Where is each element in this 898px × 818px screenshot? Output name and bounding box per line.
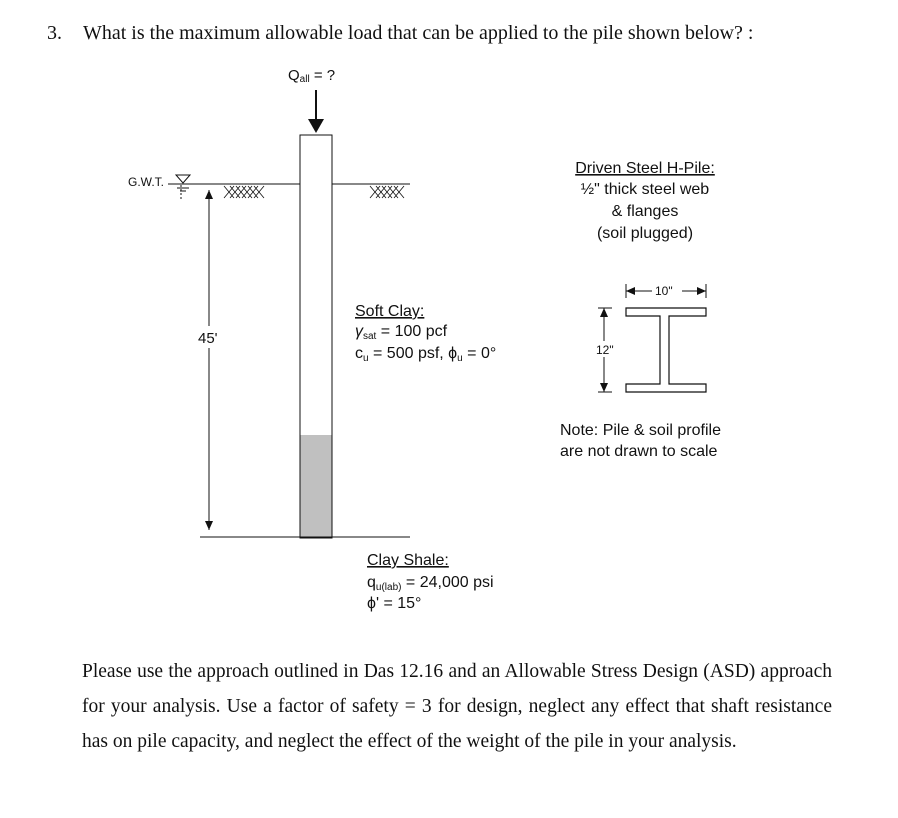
load-arrow: [308, 90, 324, 133]
depth-label: 45': [198, 330, 218, 347]
h-pile-section: [626, 308, 706, 392]
pile-info-line3: (soil plugged): [596, 225, 694, 242]
soft-clay-title: Soft Clay:: [355, 303, 425, 320]
gwt-label: G.W.T.: [128, 175, 164, 189]
load-label: Qall = ?: [288, 67, 336, 85]
clay-shale-friction: ϕ' = 15°: [367, 595, 422, 612]
pile-info-title: Driven Steel H-Pile:: [575, 160, 715, 177]
instructions-paragraph: Please use the approach outlined in Das 12.16 and an Allowable Stress Design (ASD) approach for your analysis. Use a factor of safety = 3 for design, neglect any effect that shaft resistance has on pile capacity, and neglect the effect of the weight of the pile in your analysis.: [82, 661, 832, 752]
soft-clay-cohesion: cu = 500 psf, ϕu = 0°: [355, 345, 497, 364]
clay-shale-strength: qu(lab) = 24,000 psi: [367, 574, 494, 593]
clay-shale-title: Clay Shale:: [367, 552, 449, 569]
soft-clay-unit-weight: γsat = 100 pcf: [355, 323, 448, 342]
section-height-label: 12": [596, 343, 614, 357]
note-line1: Note: Pile & soil profile: [560, 422, 721, 439]
ground-hatch-right: [370, 186, 404, 198]
question-text: What is the maximum allowable load that can be applied to the pile shown below? :: [83, 22, 754, 44]
pile-embedded-section: [300, 435, 332, 538]
ground-hatch-left: [224, 186, 264, 198]
pile-info-line1: ½" thick steel web: [580, 181, 710, 198]
question-number: 3.: [47, 22, 62, 44]
note-line2: are not drawn to scale: [560, 443, 718, 460]
section-width-label: 10": [655, 284, 673, 298]
pile-info-line2: & flanges: [611, 203, 679, 220]
water-table-icon: [168, 175, 196, 200]
